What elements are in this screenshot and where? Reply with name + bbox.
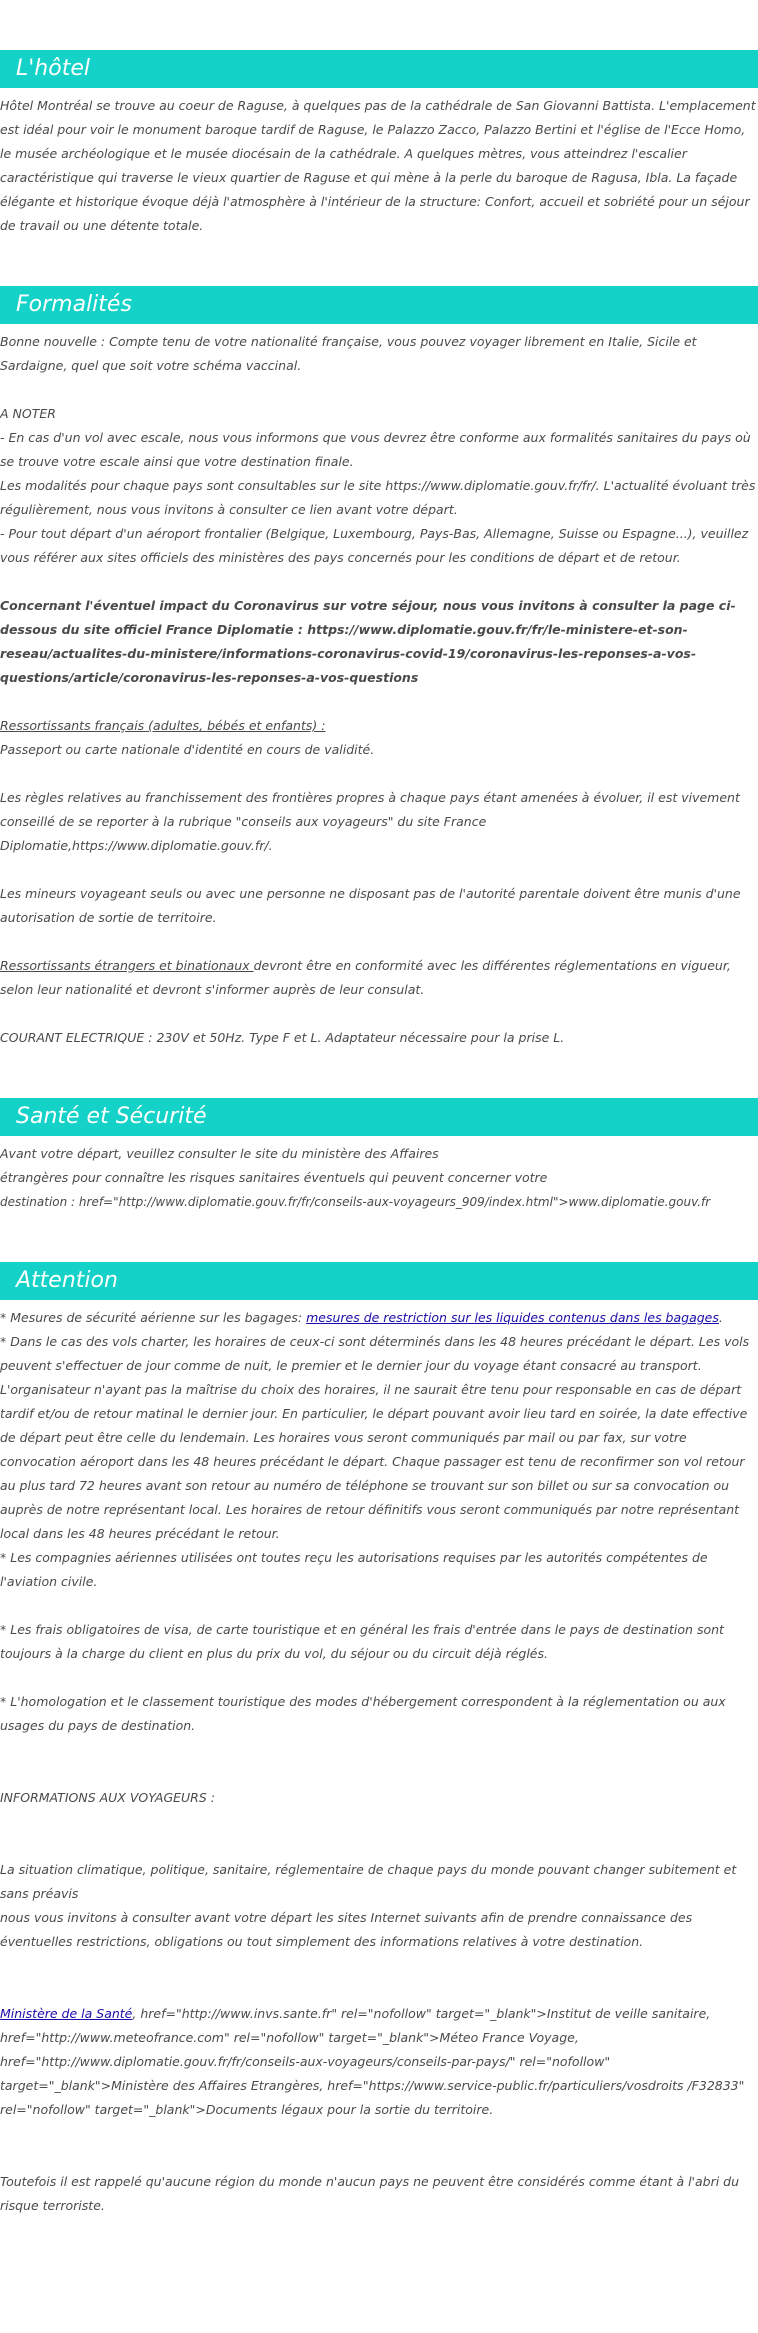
ministere-sante-link[interactable]: Ministère de la Santé xyxy=(0,2006,133,2021)
note-aeroport-frontalier: - Pour tout départ d'un aéroport frontalier (Belgique, Luxembourg, Pays-Bas, Allemagne, Suisse ou Espagne...), veuillez vous référer aux sites officiels des ministères des pays concernés pour les conditions de départ et de retour. xyxy=(0,526,749,565)
formalites-intro: Bonne nouvelle : Compte tenu de votre nationalité française, vous pouvez voyager librement en Italie, Sicile et Sardaigne, quel que soit votre schéma vaccinal. xyxy=(0,334,697,373)
ressortissants-heading: Ressortissants français (adultes, bébés et enfants) : xyxy=(0,718,326,733)
sante-line-2: étrangères pour connaître les risques sanitaires éventuels qui peuvent concerner votre xyxy=(0,1170,548,1185)
mesures-suffix: . xyxy=(718,1310,723,1325)
ministere-rest-text: , href="http://www.invs.sante.fr" rel="nofollow" target="_blank">Institut de veille sanitaire, href="http://www.meteofrance.com" rel="nofollow" target="_blank">Méteo France Voyage, href="http://www.diplomatie.gouv.fr/fr/conseils-aux-voyageurs/conseils-par-pays/" rel="nofollow" target="_blank">Ministère des Affaires Etrangères, href="https://www.service-public.fr/particuliers/vosdroits /F32833" rel="nofollow" target="_blank">Documents légaux pour la sortie du territoire. xyxy=(0,2006,745,2117)
mesures-prefix: * Mesures de sécurité aérienne sur les bagages: xyxy=(0,1310,307,1325)
sante-line-3: destination : href="http://www.diplomatie.gouv.fr/fr/conseils-aux-voyageurs_909/index.html">www.diplomatie.gouv.fr xyxy=(0,1195,711,1209)
hotel-title: L'hôtel xyxy=(0,50,758,88)
courant-electrique: COURANT ELECTRIQUE : 230V et 50Hz. Type F et L. Adaptateur nécessaire pour la prise L. xyxy=(0,1030,565,1045)
note-heading: A NOTER xyxy=(0,406,56,421)
situation-line-1: La situation climatique, politique, sanitaire, réglementaire de chaque pays du monde pouvant changer subitement et sans préavis xyxy=(0,1862,737,1901)
etrangers-heading: Ressortissants étrangers et binationaux xyxy=(0,958,254,973)
situation-line-2: nous vous invitons à consulter avant votre départ les sites Internet suivants afin de prendre connaissance des éventuelles restrictions, obligations ou tout simplement des informations relatives à votre destination. xyxy=(0,1910,693,1949)
sante-title: Santé et Sécurité xyxy=(0,1098,758,1136)
formalites-title: Formalités xyxy=(0,286,758,324)
frontieres-text: Les règles relatives au franchissement des frontières propres à chaque pays étant amenées à évoluer, il est vivement conseillé de se reporter à la rubrique "conseils aux voyageurs" du site France Diplomatie,https://www.diplomatie.gouv.fr/. xyxy=(0,790,740,853)
ressortissants-text: Passeport ou carte nationale d'identité en cours de validité. xyxy=(0,742,375,757)
mesures-paragraph xyxy=(0,1306,758,1330)
hotel-section xyxy=(0,50,758,238)
etrangers-text: devront être en conformité avec les différentes réglementations en vigueur, selon leur nationalité et devront s'informer auprès de leur consulat. xyxy=(0,958,731,997)
attention-title: Attention xyxy=(0,1262,758,1300)
liquides-restriction-link[interactable]: mesures de restriction sur les liquides contenus dans les bagages xyxy=(306,1310,719,1325)
ministere-paragraph xyxy=(0,2002,758,2122)
covid-notice: Concernant l'éventuel impact du Coronavirus sur votre séjour, nous vous invitons à consulter la page ci-dessous du site officiel France Diplomatie : https://www.diplomatie.gouv.fr/fr/le-ministere-et-son-reseau/actualites-du-ministere/informations-coronavirus-covid-19/coronavirus-les-reponses-a-vos-questions/article/coronavirus-les-reponses-a-vos-questions xyxy=(0,598,736,685)
vols-charter-text: * Dans le cas des vols charter, les horaires de ceux-ci sont déterminés dans les 48 heures précédant le départ. Les vols peuvent s'effectuer de jour comme de nuit, le premier et le dernier jour du voyage étant consacré au transport. L'organisateur n'ayant pas la maîtrise du choix des horaires, il ne saurait être tenu pour responsable en cas de départ tardif et/ou de retour matinal le dernier jour. En particulier, le départ pouvant avoir lieu tard en soirée, la date effective de départ peut être celle du lendemain. Les horaires vous seront communiqués par mail ou par fax, sur votre convocation aéroport dans les 48 heures précédant le départ. Chaque passager est tenu de reconfirmer son vol retour au plus tard 72 heures avant son retour au numéro de téléphone se trouvant sur son billet ou sur sa convocation ou auprès de notre représentant local. Les horaires de retour définitifs vous seront communiqués par notre représentant local dans les 48 heures précédant le retour. xyxy=(0,1334,750,1541)
terrorisme-text: Toutefois il est rappelé qu'aucune région du monde n'aucun pays ne peuvent être considérés comme étant à l'abri du risque terroriste. xyxy=(0,2174,740,2213)
hotel-description: Hôtel Montréal se trouve au coeur de Raguse, à quelques pas de la cathédrale de San Giovanni Battista. L'emplacement est idéal pour voir le monument baroque tardif de Raguse, le Palazzo Zacco, Palazzo Bertini et l'église de l'Ecce Homo, le musée archéologique et le musée diocésain de la cathédrale. A quelques mètres, vous atteindrez l'escalier caractéristique qui traverse le vieux quartier de Raguse et qui mène à la perle du baroque de Ragusa, Ibla. La façade élégante et historique évoque déjà l'atmosphère à l'intérieur de la structure: Confort, accueil et sobriété pour un séjour de travail ou une détente totale. xyxy=(0,98,756,233)
infos-voyageurs-heading: INFORMATIONS AUX VOYAGEURS : xyxy=(0,1790,215,1805)
compagnies-text: * Les compagnies aériennes utilisées ont toutes reçu les autorisations requises par les autorités compétentes de l'aviation civile. xyxy=(0,1550,708,1589)
sante-line-1: Avant votre départ, veuillez consulter le site du ministère des Affaires xyxy=(0,1146,439,1161)
note-modalites: Les modalités pour chaque pays sont consultables sur le site https://www.diplomatie.gouv.fr/fr/. L'actualité évoluant très régulièrement, nous vous invitons à consulter ce lien avant votre départ. xyxy=(0,478,756,517)
etrangers-paragraph xyxy=(0,954,758,1002)
homologation-text: * L'homologation et le classement touristique des modes d'hébergement correspondent à la réglementation ou aux usages du pays de destination. xyxy=(0,1694,726,1733)
sante-section xyxy=(0,1098,758,1214)
frais-text: * Les frais obligatoires de visa, de carte touristique et en général les frais d'entrée dans le pays de destination sont toujours à la charge du client en plus du prix du vol, du séjour ou du circuit déjà réglés. xyxy=(0,1622,724,1661)
mineurs-text: Les mineurs voyageant seuls ou avec une personne ne disposant pas de l'autorité parentale doivent être munis d'une autorisation de sortie de territoire. xyxy=(0,886,741,925)
attention-section xyxy=(0,1262,758,2218)
note-escale: - En cas d'un vol avec escale, nous vous informons que vous devrez être conforme aux formalités sanitaires du pays où se trouve votre escale ainsi que votre destination finale. xyxy=(0,430,751,469)
formalites-section xyxy=(0,286,758,1050)
